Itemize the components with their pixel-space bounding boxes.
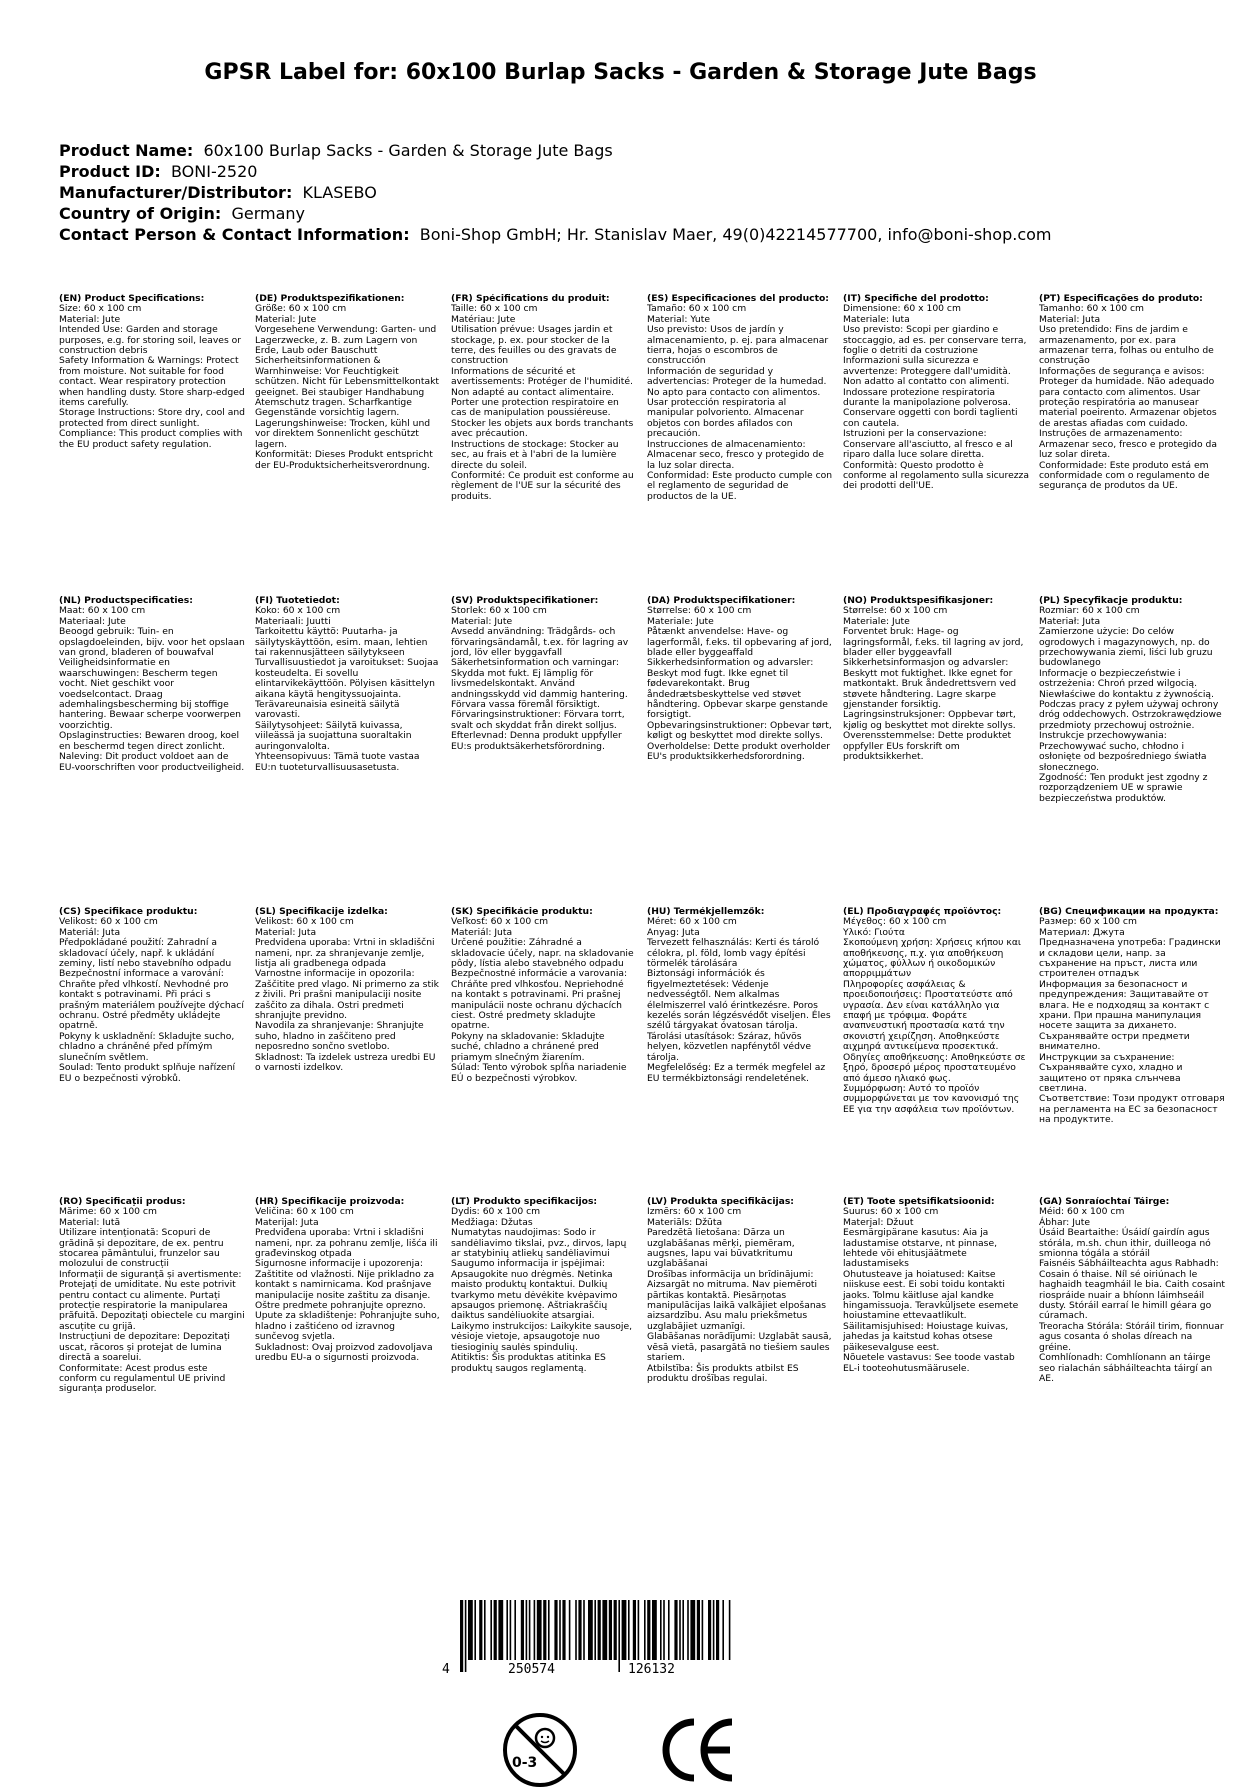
language-block xyxy=(647,907,833,1191)
language-body: Velikost: 60 x 100 cm Materiál: Juta Předpokládané použití: Zahradní a skladovací účely, např. k ukládání zeminy, listí nebo stavebního odpadu Bezpečnostní informace a varování: Chraňte před vlhkostí. Nevhodné pro kontakt s potravinami. Při práci s prašným materiálem používejte dýchací ochranu. Ostré předměty ukládejte opatrně. Pokyny k uskladnění: Skladujte suchо, chladno a chráněné před přímým slunečním světlem. Soulad: Tento produkt splňuje nařízení EU o bezpečnosti výrobků. xyxy=(59,916,244,1084)
language-heading: (SL) Specifikacije izdelka: xyxy=(255,907,388,917)
info-label: Country of Origin: xyxy=(59,204,222,223)
barcode-bar xyxy=(697,1600,700,1660)
barcode-bar xyxy=(506,1600,508,1660)
info-label: Contact Person & Contact Information: xyxy=(59,225,410,244)
svg-text:0-3: 0-3 xyxy=(512,1755,538,1771)
language-body: Tamanho: 60 x 100 cm Material: Juta Uso pretendido: Fins de jardim e armazenamento, por ex. para armazenar terra, folhas ou entulho de construção Informações de segurança e avisos: Proteger da humidade. Não adequado para contacto com alimentos. Usar proteção respiratória ao manusear material poeirento. Armazenar objetos de arestas afiadas com cuidado. Instruções de armazenamento: Armazenar seco, fresco e protegido da luz solar direta. Conformidade: Este produto está em conformidade com o regulamento de segurança de produtos da UE. xyxy=(1039,303,1217,492)
language-body: Tamaño: 60 x 100 cm Material: Yute Uso previsto: Usos de jardín y almacenamiento, p. ej. para almacenar tierra, hojas o escombros de construcción Información de seguridad y advertencias: Proteger de la humedad. No apto para contacto con alimentos. Usar protección respiratoria al manipular polvoriento. Almacenar objetos con bordes afilados con precaución. Instrucciones de almacenamiento: Almacenar seco, fresco y protegido de la luz solar directa. Conformidad: Este producto cumple con el reglamento de seguridad de productos de la UE. xyxy=(647,303,833,502)
language-block xyxy=(647,1197,833,1487)
barcode-bar xyxy=(534,1600,536,1660)
info-row xyxy=(59,161,1052,182)
barcode-bar xyxy=(583,1600,585,1660)
barcode-bar xyxy=(537,1600,542,1660)
barcode-bar xyxy=(484,1600,486,1660)
barcode-bar xyxy=(510,1600,512,1660)
language-body: Größe: 60 x 100 cm Material: Jute Vorgesehene Verwendung: Garten- und Lagerzwecke, z. B. zum Lagern von Erde, Laub oder Bauschutt Sicherheitsinformationen & Warnhinweise: Vor Feuchtigkeit schützen. Nicht für Lebensmittelkontakt geeignet. Bei staubiger Handhabung Atemschutz tragen. Scharfkantige Gegenstände vorsichtig lagern. Lagerungshinweise: Trocken, kühl und vor direktem Sonnenlicht geschützt lagern. Konformität: Dieses Produkt entspricht der EU-Produktsicherheitsverordnung. xyxy=(255,303,440,471)
barcode-bar xyxy=(490,1600,492,1660)
barcode-bar xyxy=(529,1600,531,1660)
barcode-bar xyxy=(588,1600,593,1660)
language-block xyxy=(255,294,441,590)
language-block xyxy=(843,907,1029,1191)
language-body: Størrelse: 60 x 100 cm Materiale: Jute Påtænkt anvendelse: Have- og lagerformål, f.eks. til opbevaring af jord, blade eller byggeaffald Sikkerhedsinformation og advarsler: Beskyt mod fugt. Ikke egnet til fødevarekontakt. Brug åndedrætsbeskyttelse ved støvet håndtering. Opbevar skarpe genstande forsigtigt. Opbevaringsinstruktioner: Opbevar tørt, køligt og beskyttet mod direkte sollys. Overholdelse: Dette produkt overholder EU's produktsikkerhedsforordning. xyxy=(647,605,832,763)
barcode-bar xyxy=(514,1600,516,1660)
barcode-bar xyxy=(559,1600,561,1660)
barcode-bar xyxy=(713,1600,715,1660)
barcode-bar xyxy=(618,1600,620,1672)
barcode-bar xyxy=(494,1600,497,1660)
language-heading: (DE) Produktspezifikationen: xyxy=(255,294,405,304)
language-heading: (IT) Specifiche del prodotto: xyxy=(843,294,989,304)
page-title: GPSR Label for: 60x100 Burlap Sacks - Garden & Storage Jute Bags xyxy=(204,60,1037,85)
barcode-bar xyxy=(622,1600,627,1660)
barcode-bar xyxy=(729,1600,731,1660)
language-heading: (FI) Tuotetiedot: xyxy=(255,596,340,606)
barcode-bar xyxy=(716,1600,719,1660)
barcode-bar xyxy=(702,1600,704,1660)
language-heading: (DA) Produktspecifikationer: xyxy=(647,596,796,606)
product-info xyxy=(59,140,1052,245)
barcode-bar xyxy=(562,1600,565,1660)
language-heading: (HR) Specifikacije proizvoda: xyxy=(255,1197,405,1207)
info-row xyxy=(59,203,1052,224)
language-block xyxy=(59,907,245,1191)
barcode-bar xyxy=(674,1600,677,1660)
language-block xyxy=(451,596,637,901)
barcode-bar xyxy=(633,1600,636,1660)
barcode-bar xyxy=(708,1600,711,1660)
language-block xyxy=(1039,596,1225,901)
language-block xyxy=(843,596,1029,901)
barcode-bar xyxy=(647,1600,650,1660)
info-row xyxy=(59,182,1052,203)
barcode-bar xyxy=(543,1600,546,1660)
barcode-bar xyxy=(628,1600,630,1660)
barcode-bar xyxy=(638,1600,640,1660)
language-block xyxy=(255,907,441,1191)
barcode-bar xyxy=(602,1600,607,1660)
barcode-bar xyxy=(609,1600,612,1660)
language-heading: (ES) Especificaciones del producto: xyxy=(647,294,829,304)
barcode-bar xyxy=(668,1600,670,1660)
language-block xyxy=(647,294,833,590)
language-body: Mărime: 60 x 100 cm Material: Iută Utilizare intenționată: Scopuri de grădină și depozitare, de ex. pentru stocarea pământului, frunzelor sau molozului de construcții Informații de siguranță și avertismente: Protejați de umiditate. Nu este potrivit pentru contact cu alimente. Purtați protecție respiratorie la manipularea prăfuită. Depozitați obiectele cu margini ascuțite cu grijă. Instrucțiuni de depozitare: Depozitați uscat, răcoros și protejat de lumina directă a soarelui. Conformitate: Acest produs este conform cu regulamentul UE privind siguranța produselor. xyxy=(59,1206,245,1395)
language-heading: (FR) Spécifications du produit: xyxy=(451,294,610,304)
barcode-bar xyxy=(594,1600,596,1660)
language-heading: (NL) Productspecificaties: xyxy=(59,596,193,606)
info-value: Germany xyxy=(231,204,305,223)
barcode-bar xyxy=(575,1600,577,1660)
label-footer xyxy=(0,1600,1241,1771)
barcode-bar xyxy=(578,1600,581,1660)
language-heading: (BG) Спецификации на продукта: xyxy=(1039,907,1219,917)
info-label: Product ID: xyxy=(59,162,161,181)
barcode-bar xyxy=(722,1600,724,1660)
language-body: Suurus: 60 x 100 cm Materjal: Džuut Eesmärgipärane kasutus: Aia ja ladustamise otstarve, nt pinnase, lehtede või ehitusjäätmete ladustamiseks Ohutusteave ja hoiatused: Kaitse niiskuse eest. Ei sobi toidu kontakti jaoks. Tolmu käitluse ajal kandke hingamissuoja. Teravküljsete esemete hoiustamine ettevaatlikult. Säilitamisjuhised: Hoiustage kuivas, jahedas ja kaitstud kohas otsese päikesevalguse eest. Nõuetele vastavus: See toode vastab EL-i tooteohutusmäärusele. xyxy=(843,1206,1019,1374)
language-block xyxy=(1039,907,1225,1191)
language-heading: (GA) Sonraíochtaí Táirge: xyxy=(1039,1197,1170,1207)
language-body: Størrelse: 60 x 100 cm Materiale: Jute Forventet bruk: Hage- og lagringsformål, f.eks. til lagring av jord, blader eller byggeavfall Sikkerhetsinformasjon og advarsler: Beskytt mot fuktighet. Ikke egnet for matkontakt. Bruk åndedrettsvern ved støvete håndtering. Lagre skarpe gjenstander forsiktig. Lagringsinstruksjoner: Oppbevar tørt, kjølig og beskyttet mot direkte sollys. Overensstemmelse: Dette produktet oppfyller EUs forskrift om produktsikkerhet. xyxy=(843,605,1024,763)
language-block xyxy=(843,294,1029,590)
language-block xyxy=(1039,1197,1225,1487)
barcode-bar xyxy=(479,1600,482,1660)
barcode-bar xyxy=(460,1600,463,1672)
language-heading: (PL) Specyfikacje produktu: xyxy=(1039,596,1183,606)
barcode-digit-1: 4 xyxy=(442,1662,450,1677)
language-body: Veľkosť: 60 x 100 cm Materiál: Juta Určené použitie: Záhradné a skladovacie účely, napr. na skladovanie pôdy, lístia alebo stavebného odpadu Bezpečnostné informácie a varovania: Chráňte pred vlhkosťou. Nepriehodné na kontakt s potravinami. Pri prašnej manipulácii noste ochranu dýchacích ciest. Ostré predmety skladujte opatrne. Pokyny na skladovanie: Skladujte suché, chladno a chránené pred priamym slnečným žiarením. Súlad: Tento výrobok spĺňa nariadenie EÚ o bezpečnosti výrobkov. xyxy=(451,916,634,1084)
barcode-bar xyxy=(474,1600,476,1660)
age-warning-0-3-icon xyxy=(500,1710,580,1790)
language-body: Méret: 60 x 100 cm Anyag: Juta Tervezett felhasználás: Kerti és tároló célokra, pl. föld, lomb vagy építési törmelék tárolására Biztonsági információk és figyelmeztetések: Védenje nedvességtől. Nem alkalmas élelmiszerrel való érintkezésre. Poros kezelés során légzésvédőt viseljen. Éles szélű tárgyakat óvatosan tárolja. Tárolási utasítások: Száraz, hűvös helyen, közvetlen napfénytől védve tárolja. Megfelelőség: Ez a termék megfelel az EU termékbiztonsági rendeletének. xyxy=(647,916,831,1084)
language-body: Μέγεθος: 60 x 100 cm Υλικό: Γιούτα Σκοπούμενη χρήση: Χρήσεις κήπου και αποθήκευσης, π.χ. για αποθήκευση χώματος, φύλλων ή οικοδομικών απορριμμάτων Πληροφορίες ασφάλειας & προειδοποιήσεις: Προστατεύστε από υγρασία. Δεν είναι κατάλληλο για επαφή με τρόφιμα. Φοράτε αναπνευστική προστασία κατά την σκονιστή χειρίζηση. Αποθηκεύστε αιχμηρά αντικείμενα προσεκτικά. Οδηγίες αποθήκευσης: Αποθηκεύστε σε ξηρό, δροσερό μέρος προστατευμένο από άμεσο ηλιακό φως. Συμμόρφωση: Αυτό το προϊόν συμμορφώνεται με τον κανονισμό της ΕΕ για την ασφάλεια των προϊόντων. xyxy=(843,916,1026,1115)
language-block xyxy=(59,1197,245,1487)
info-value: Boni-Shop GmbH; Hr. Stanislav Maer, 49(0)42214577700, info@boni-shop.com xyxy=(419,225,1052,244)
barcode-bar xyxy=(679,1600,681,1660)
language-heading: (NO) Produktspesifikasjoner: xyxy=(843,596,994,606)
language-heading: (ET) Toote spetsifikatsioonid: xyxy=(843,1197,995,1207)
language-block xyxy=(843,1197,1029,1487)
barcode-bar xyxy=(652,1600,657,1660)
language-body: Dimensione: 60 x 100 cm Materiale: Iuta Uso previsto: Scopi per giardino e stoccaggio, ad es. per conservare terra, foglie o detriti da costruzione Informazioni sulla sicurezza e avvertenze: Proteggere dall'umidità. Non adatto al contatto con alimenti. Indossare protezione respiratoria durante la manipolazione polverosa. Conservare oggetti con bordi taglienti con cautela. Istruzioni per la conservazione: Conservare all'asciutto, al fresco e al riparo dalla luce solare diretta. Conformità: Questo prodotto è conforme al regolamento sulla sicurezza dei prodotti dell'UE. xyxy=(843,303,1029,492)
language-block xyxy=(59,596,245,901)
barcode-bar xyxy=(682,1600,684,1660)
info-value: BONI-2520 xyxy=(170,162,258,181)
barcode-bar xyxy=(548,1600,550,1660)
barcode-digits-2: 250574 xyxy=(508,1662,555,1677)
barcode-bar xyxy=(465,1600,467,1672)
language-body: Izmērs: 60 x 100 cm Materiāls: Džūta Paredzētā lietošana: Dārza un uzglabāšanas mērķi, piemēram, augsnes, lapu vai būvatkritumu uzglabāšanai Drošības informācija un brīdinājumi: Aizsargāt no mitruma. Nav piemēroti pārtikas kontaktā. Piesārņotas manipulācijas laikā valkājiet elpošanas aizsardzību. Asu malu priekšmetus uzglabājiet uzmanīgi. Glabāšanas norādījumi: Uzglabāt sausā, vēsā vietā, pasargātā no tiešiem saules stariem. Atbilstība: Šis produkts atbilst ES produktu drošības regulai. xyxy=(647,1206,832,1384)
barcode-bar xyxy=(644,1600,646,1660)
barcode-bar xyxy=(498,1600,503,1660)
barcode-bar xyxy=(663,1600,665,1660)
language-body: Koko: 60 x 100 cm Materiaali: Juutti Tarkoitettu käyttö: Puutarha- ja säilytyskäyttöön, esim. maan, lehtien tai rakennusjätteen säilytykseen Turvallisuustiedot ja varoitukset: Suojaa kosteudelta. Ei sovellu elintarvikekäyttöön. Pölyisen käsittelyn aikana käytä hengityssuojainta. Terävareunaisia esineitä säilytä varovasti. Säilytysohjeet: Säilytä kuivassa, viileässä ja suojattuna suoraltakin auringonvalolta. Yhteensopivuus: Tämä tuote vastaa EU:n tuoteturvallisuusasetusta. xyxy=(255,605,439,773)
language-heading: (LV) Produkta specifikācijas: xyxy=(647,1197,794,1207)
language-heading: (HU) Termékjellemzők: xyxy=(647,907,765,917)
language-heading: (EN) Product Specifications: xyxy=(59,294,205,304)
barcode-bar xyxy=(660,1600,662,1660)
language-body: Velikost: 60 x 100 cm Material: Juta Predvidena uporaba: Vrtni in skladiščni nameni, npr. za shranjevanje zemlje, listja ali gradbenega odpada Varnostne informacije in opozorila: Zaščitite pred vlago. Ni primerno za stik z živili. Pri prašni manipulaciji nosite zaščito za dihala. Ostri predmeti shranjujte previdno. Navodila za shranjevanje: Shranjujte suho, hladno in zaščiteno pred neposredno sončno svetlobo. Skladnost: Ta izdelek ustreza uredbi EU o varnosti izdelkov. xyxy=(255,916,439,1074)
info-value: KLASEBO xyxy=(302,183,377,202)
language-block xyxy=(255,1197,441,1487)
language-heading: (SV) Produktspecifikationer: xyxy=(451,596,599,606)
language-heading: (EL) Προδιαγραφές προϊόντος: xyxy=(843,907,1002,917)
language-block xyxy=(451,294,637,590)
language-heading: (RO) Specificații produs: xyxy=(59,1197,186,1207)
language-block xyxy=(451,1197,637,1487)
ce-mark-icon xyxy=(660,1710,740,1790)
language-body: Méid: 60 x 100 cm Ábhar: Jute Úsáid Beartaithe: Úsáidí gairdín agus stórála, m.sh. chun ithir, duilleoga nó smionna tógála a stóráil Faisnéis Sábháilteachta agus Rabhadh: Cosain ó thaise. Níl sé oiriúnach le haghaidh teagmháil le bia. Caith cosaint riospráide nuair a bhíonn láimhseáil dusty. Stóráil earraí le himill géara go cúramach. Treoracha Stórála: Stóráil tirim, fionnuar agus cosanta ó sholas díreach na gréine. Comhlíonadh: Comhlíonann an táirge seo rialachán sábháilteachta táirgí an AE. xyxy=(1039,1206,1225,1384)
language-body: Storlek: 60 x 100 cm Material: Jute Avsedd användning: Trädgårds- och förvaringsändamål, t.ex. för lagring av jord, löv eller byggavfall Säkerhetsinformation och varningar: Skydda mot fukt. Ej lämplig för livsmedelskontakt. Använd andningsskydd vid dammig hantering. Förvara vassa föremål försiktigt. Förvaringsinstruktioner: Förvara torrt, svalt och skyddat från direkt solljus. Efterlevnad: Denna produkt uppfyller EU:s produktsäkerhetsförordning. xyxy=(451,605,629,752)
language-block xyxy=(1039,294,1225,590)
language-heading: (PT) Especificações do produto: xyxy=(1039,294,1203,304)
info-label: Manufacturer/Distributor: xyxy=(59,183,293,202)
info-row xyxy=(59,224,1052,245)
language-body: Dydis: 60 x 100 cm Medžiaga: Džutas Numatytas naudojimas: Sodo ir sandėliavimo tikslai, pvz., dirvos, lapų ar statybinių atliekų sandėliavimui Saugumo informacija ir įspėjimai: Apsaugokite nuo drėgmės. Netinka maisto produktų kontaktui. Dulkių tvarkymo metu dėvėkite kvėpavimo apsaugos priemonę. Aštriakraščių daiktus sandėliuokite atsargiai. Laikymo instrukcijos: Laikykite sausoje, vėsioje vietoje, apsaugotoje nuo tiesioginių saulės spindulių. Atitiktis: Šis produktas atitinka ES produktų saugos reglamentą. xyxy=(451,1206,633,1374)
barcode-bar xyxy=(526,1600,528,1660)
barcode-bar xyxy=(687,1600,689,1660)
language-block xyxy=(59,294,245,590)
language-body: Taille: 60 x 100 cm Matériau: Jute Utilisation prévue: Usages jardin et stockage, p. ex. pour stocker de la terre, des feuilles ou des gravats de construction Informations de sécurité et avertissements: Protéger de l'humidité. Non adapté au contact alimentaire. Porter une protection respiratoire en cas de manipulation poussiéreuse. Stocker les objets aux bords tranchants avec précaution. Instructions de stockage: Stocker au sec, au frais et à l'abri de la lumière directe du soleil. Conformité: Ce produit est conforme au règlement de l'UE sur la sécurité des produits. xyxy=(451,303,634,502)
info-row xyxy=(59,140,1052,161)
barcode-digits-3: 126132 xyxy=(628,1662,675,1677)
language-block xyxy=(647,596,833,901)
barcode-bar xyxy=(554,1600,557,1660)
barcode-bar xyxy=(614,1600,617,1660)
language-block xyxy=(451,907,637,1191)
language-heading: (CS) Specifikace produktu: xyxy=(59,907,198,917)
language-body: Размер: 60 x 100 cm Материал: Джута Предназначена употреба: Градински и складови цели, напр. за съхранение на пръст, листа или строителен отпадък Информация за безопасност и предупреждения: Защитавайте от влага. Не е подходящ за контакт с храни. При прашна манипулация носете защита за дихането. Съхранявайте остри предмети внимателно. Инструкции за съхранение: Съхранявайте сухо, хладно и защитено от пряка слънчева светлина. Съответствие: Този продукт отговаря на регламента на ЕС за безопасност на продуктите. xyxy=(1039,916,1225,1126)
language-body: Size: 60 x 100 cm Material: Jute Intended Use: Garden and storage purposes, e.g. for storing soil, leaves or construction debris Safety Information & Warnings: Protect from moisture. Not suitable for food contact. Wear respiratory protection when handling dusty. Store sharp-edged items carefully. Storage Instructions: Store dry, cool and protected from direct sunlight. Compliance: This product complies with the EU product safety regulation. xyxy=(59,303,245,450)
language-heading: (LT) Produkto specifikacijos: xyxy=(451,1197,598,1207)
language-body: Maat: 60 x 100 cm Materiaal: Jute Beoogd gebruik: Tuin- en opslagdoeleinden, bijv. voor het opslaan van grond, bladeren of bouwafval Veiligheidsinformatie en waarschuwingen: Bescherm tegen vocht. Niet geschikt voor voedselcontact. Draag ademhalingsbescherming bij stoffige hantering. Bewaar scherpe voorwerpen voorzichtig. Opslaginstructies: Bewaren droog, koel en beschermd tegen direct zonlicht. Naleving: Dit product voldoet aan de EU-voorschriften voor productveiligheid. xyxy=(59,605,245,773)
barcode-bar xyxy=(598,1600,601,1660)
barcode xyxy=(460,1600,760,1680)
info-value: 60x100 Burlap Sacks - Garden & Storage Jute Bags xyxy=(203,141,613,160)
barcode-bar xyxy=(521,1600,524,1660)
barcode-bar xyxy=(690,1600,695,1660)
barcode-bar xyxy=(468,1600,473,1660)
language-body: Veličina: 60 x 100 cm Materijal: Juta Predviđena uporaba: Vrtni i skladišni nameni, npr. za pohranu zemlje, lišća ili građevinskog otpada Sigurnosne informacije i upozorenja: Zaštitite od vlažnosti. Nije prikladno za kontakt s namirnicama. Kod prašnjave manipulacije nosite zaštitu za disanje. Oštre predmete pohranjujte oprezno. Upute za skladištenje: Pohranjujte suho, hladno i zaštićeno od izravnog sunčevog svjetla. Sukladnost: Ovaj proizvod zadovoljava uredbu EU-a o sigurnosti proizvoda. xyxy=(255,1206,440,1364)
info-label: Product Name: xyxy=(59,141,194,160)
language-block xyxy=(255,596,441,901)
language-heading: (SK) Špecifikácie produktu: xyxy=(451,907,593,917)
barcode-bar xyxy=(569,1600,571,1660)
language-body: Rozmiar: 60 x 100 cm Materiał: Juta Zamierzone użycie: Do celów ogrodowych i magazynowych, np. do przechowywania ziemi, liści lub gruzu budowlanego Informacje o bezpieczeństwie i ostrzeżenia: Chroń przed wilgocią. Niewłaściwe do kontaktu z żywnością. Podczas pracy z pyłem używaj ochrony dróg oddechowych. Ostrzokrawędziowe przedmioty przechowuj ostrożnie. Instrukcje przechowywania: Przechowywać sucho, chłodno i osłonięte od bezpośredniego światła słonecznego. Zgodność: Ten produkt jest zgodny z rozporządzeniem UE w sprawie bezpieczeństwa produktów. xyxy=(1039,605,1222,804)
